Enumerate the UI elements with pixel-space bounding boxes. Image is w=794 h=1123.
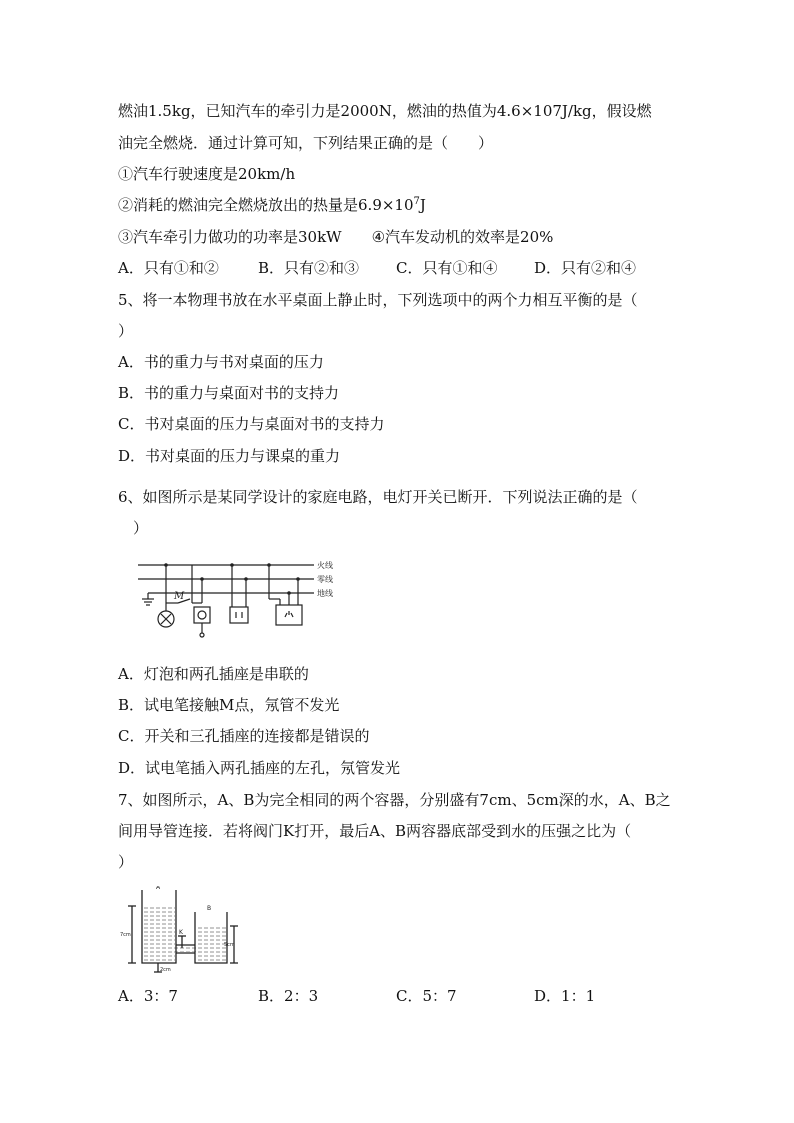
q4-statement-2-unit: J <box>419 196 426 214</box>
q4-option-c: C．只有①和④ <box>396 259 498 277</box>
q5-stem-line2: ） <box>118 322 134 340</box>
dimension-2cm: 2cm <box>160 967 171 973</box>
q6-option-b: B．试电笔接触M点，氖管不发光 <box>118 696 340 714</box>
q7-option-d: D．1：1 <box>534 987 596 1005</box>
two-hole-socket <box>230 607 248 623</box>
earth-wire-label: 地线 <box>317 589 333 598</box>
live-wire-label: 火线 <box>317 561 333 570</box>
dimension-5cm: 5cm <box>224 942 235 948</box>
q7-stem-line2: 间用导管连接．若将阀门K打开，最后A、B两容器底部受到水的压强之比为（ <box>118 822 632 840</box>
q4-option-b: B．只有②和③ <box>258 259 360 277</box>
q6-option-d: D．试电笔插入两孔插座的左孔，氖管发光 <box>118 759 401 777</box>
dimension-7cm: 7cm <box>120 932 131 938</box>
valve-k-label: K <box>179 929 183 936</box>
q4-option-a: A．只有①和② <box>118 259 219 277</box>
q4-option-d: D．只有②和④ <box>534 259 637 277</box>
water-b <box>196 926 226 962</box>
q4-statement-2 <box>118 195 426 215</box>
q5-option-d: D．书对桌面的压力与课桌的重力 <box>118 447 341 465</box>
connected-containers-diagram <box>120 886 245 978</box>
q7-stem-line3: ） <box>118 853 134 871</box>
containers-svg <box>120 886 245 978</box>
q4-stem-line2: 油完全燃烧．通过计算可知，下列结果正确的是（ ） <box>118 134 494 152</box>
q6-stem-line1: 6、如图所示是某同学设计的家庭电路，电灯开关已断开．下列说法正确的是（ <box>118 488 638 506</box>
container-a-label: A <box>156 886 161 891</box>
q5-option-b: B．书的重力与桌面对书的支持力 <box>118 384 340 402</box>
q4-statement-3: ③汽车牵引力做功的功率是30kW <box>118 228 342 246</box>
q4-statement-2-base: ②消耗的燃油完全燃烧放出的热量是6.9×10 <box>118 196 414 214</box>
water-a <box>143 906 175 962</box>
container-b-label: B <box>207 905 212 912</box>
q7-option-c: C．5：7 <box>396 987 457 1005</box>
q6-option-a: A．灯泡和两孔插座是串联的 <box>118 665 309 683</box>
q4-statement-3-4 <box>118 227 553 247</box>
q6-stem-line2: ） <box>118 519 149 537</box>
q4-statement-4: ④汽车发动机的效率是20% <box>371 228 554 246</box>
q7-option-a: A．3：7 <box>118 987 178 1005</box>
household-circuit-svg <box>128 553 348 643</box>
household-circuit-diagram <box>128 553 348 643</box>
point-m-label: M <box>174 591 185 602</box>
q7-stem-line1: 7、如图所示，A、B为完全相同的两个容器，分别盛有7cm、5cm深的水，A、B之 <box>118 791 671 809</box>
q4-stem-line1: 燃油1.5kg，已知汽车的牵引力是2000N，燃油的热值为4.6×107J/kg，假设燃 <box>118 102 652 120</box>
q4-statement-2-exponent: 7 <box>413 196 420 207</box>
q7-option-b: B．2：3 <box>258 987 319 1005</box>
q6-option-c: C．开关和三孔插座的连接都是错误的 <box>118 727 370 745</box>
neutral-wire-label: 零线 <box>317 575 333 584</box>
q5-option-c: C．书对桌面的压力与桌面对书的支持力 <box>118 415 385 433</box>
q5-option-a: A．书的重力与书对桌面的压力 <box>118 353 324 371</box>
q5-stem-line1: 5、将一本物理书放在水平桌面上静止时，下列选项中的两个力相互平衡的是（ <box>118 291 638 309</box>
q4-statement-1: ①汽车行驶速度是20km/h <box>118 165 296 183</box>
